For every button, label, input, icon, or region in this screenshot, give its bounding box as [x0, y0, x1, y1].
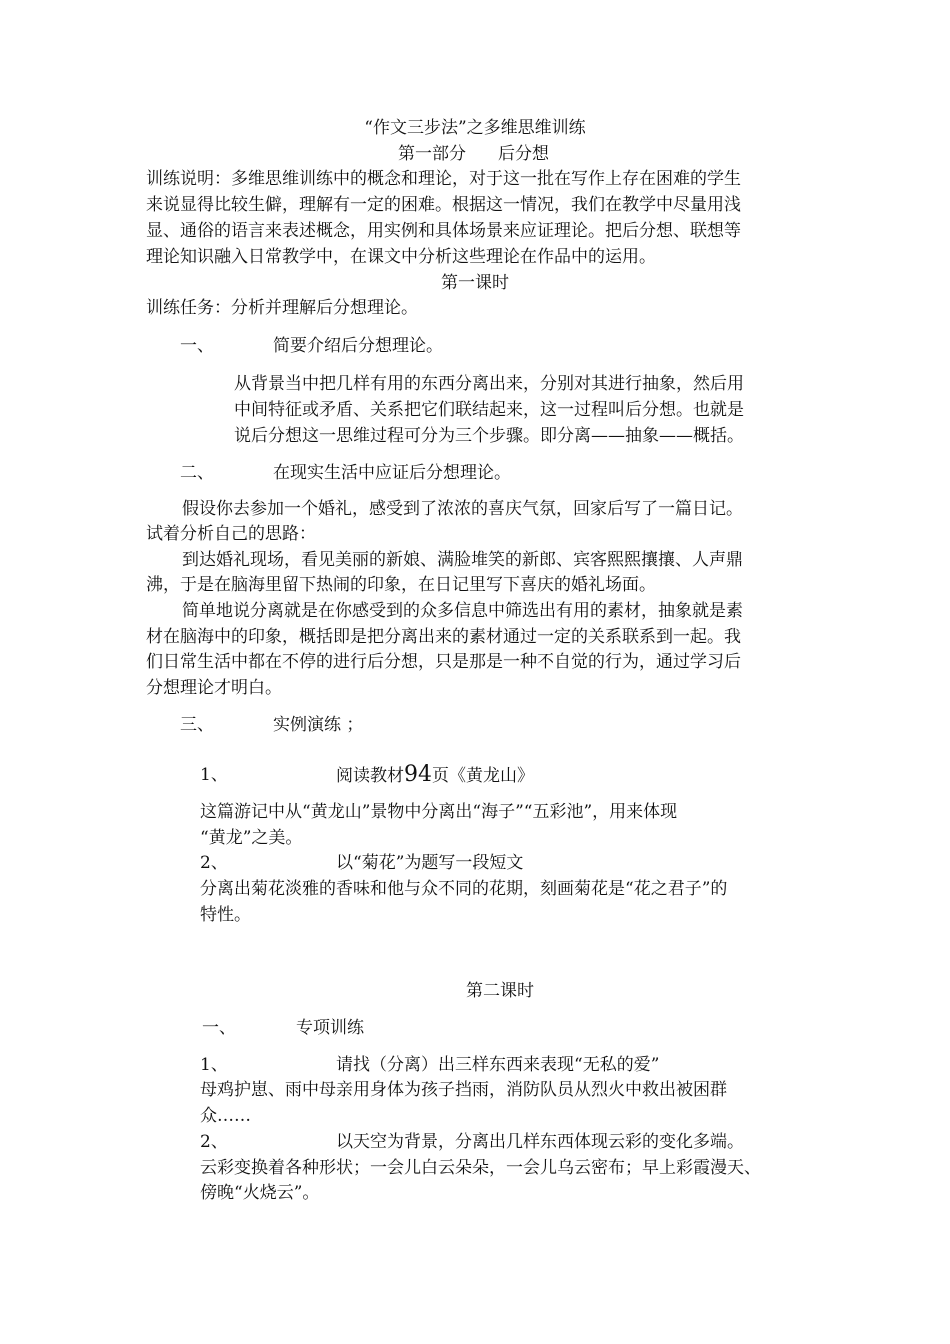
section-number: 一、: [180, 336, 214, 356]
intro-line: 理论知识融入日常教学中，在课文中分析这些理论在作品中的运用。: [146, 247, 656, 267]
exercise-body-line: 众……: [200, 1106, 251, 1126]
lesson1-task: 训练任务：分析并理解后分想理论。: [146, 298, 418, 318]
exercise-heading: [336, 763, 534, 788]
exercise-body-line: 分离出菊花淡雅的香味和他与众不同的花期，刻画菊花是“花之君子”的: [200, 879, 728, 899]
exercise-text: 阅读教材: [336, 766, 404, 786]
paragraph-line: 假设你去参加一个婚礼，感受到了浓浓的喜庆气氛，回家后写了一篇日记。: [182, 499, 743, 519]
exercise-body-line: 云彩变换着各种形状；一会儿白云朵朵，一会儿乌云密布；早上彩霞漫天、: [200, 1158, 761, 1178]
exercise-body-line: “黄龙”之美。: [200, 828, 303, 848]
page-number: 94: [404, 762, 432, 787]
exercise-text: 页《黄龙山》: [432, 766, 534, 786]
section-number: 二、: [180, 463, 214, 483]
exercise-number: 1、: [200, 765, 228, 785]
paragraph-line: 材在脑海中的印象，概括即是把分离出来的素材通过一定的关系联系到一起。我: [146, 627, 741, 647]
exercise-heading: 以“菊花”为题写一段短文: [336, 853, 524, 873]
section-heading: 实例演练 ；: [273, 715, 364, 735]
exercise-body-line: 这篇游记中从“黄龙山”景物中分离出“海子”“五彩池”，用来体现: [200, 802, 678, 822]
paragraph-line: 试着分析自己的思路：: [146, 524, 316, 544]
paragraph-line: 简单地说分离就是在你感受到的众多信息中筛选出有用的素材，抽象就是素: [182, 601, 743, 621]
exercise-number: 2、: [200, 853, 228, 873]
section-heading: 专项训练: [296, 1018, 364, 1038]
exercise-body-line: 傍晚“火烧云”。: [200, 1183, 320, 1203]
exercise-body-line: 母鸡护崽、雨中母亲用身体为孩子挡雨，消防队员从烈火中救出被困群: [200, 1080, 727, 1100]
section-number: 三、: [180, 715, 214, 735]
part-title: 后分想: [498, 144, 549, 164]
paragraph-line: 沸，于是在脑海里留下热闹的印象，在日记里写下喜庆的婚礼场面。: [146, 575, 656, 595]
intro-line: 训练说明：多维思维训练中的概念和理论，对于这一批在写作上存在困难的学生: [146, 169, 741, 189]
section-body-line: 从背景当中把几样有用的东西分离出来，分别对其进行抽象，然后用: [234, 374, 744, 394]
section-heading: 简要介绍后分想理论。: [273, 336, 443, 356]
intro-line: 来说显得比较生僻，理解有一定的困难。根据这一情况，我们在教学中尽量用浅: [146, 195, 741, 215]
exercise-heading: 请找（分离）出三样东西来表现“无私的爱”: [336, 1055, 660, 1075]
exercise-number: 2、: [200, 1132, 228, 1152]
document-title: “作文三步法”之多维思维训练: [364, 118, 586, 138]
section-number: 一、: [202, 1018, 236, 1038]
exercise-number: 1、: [200, 1055, 228, 1075]
part-label: 第一部分: [398, 144, 466, 164]
section-body-line: 中间特征或矛盾、关系把它们联结起来，这一过程叫后分想。也就是: [234, 400, 744, 420]
section-heading: 在现实生活中应证后分想理论。: [273, 463, 511, 483]
paragraph-line: 到达婚礼现场，看见美丽的新娘、满脸堆笑的新郎、宾客熙熙攘攘、人声鼎: [182, 550, 743, 570]
exercise-body-line: 特性。: [200, 905, 251, 925]
lesson2-title: 第二课时: [466, 981, 534, 1001]
intro-line: 显、通俗的语言来表述概念，用实例和具体场景来应证理论。把后分想、联想等: [146, 221, 741, 241]
lesson1-title: 第一课时: [441, 273, 509, 293]
exercise-heading: 以天空为背景，分离出几样东西体现云彩的变化多端。: [336, 1132, 744, 1152]
section-body-line: 说后分想这一思维过程可分为三个步骤。即分离——抽象——概括。: [234, 426, 744, 446]
paragraph-line: 们日常生活中都在不停的进行后分想，只是那是一种不自觉的行为，通过学习后: [146, 652, 741, 672]
paragraph-line: 分想理论才明白。: [146, 678, 282, 698]
